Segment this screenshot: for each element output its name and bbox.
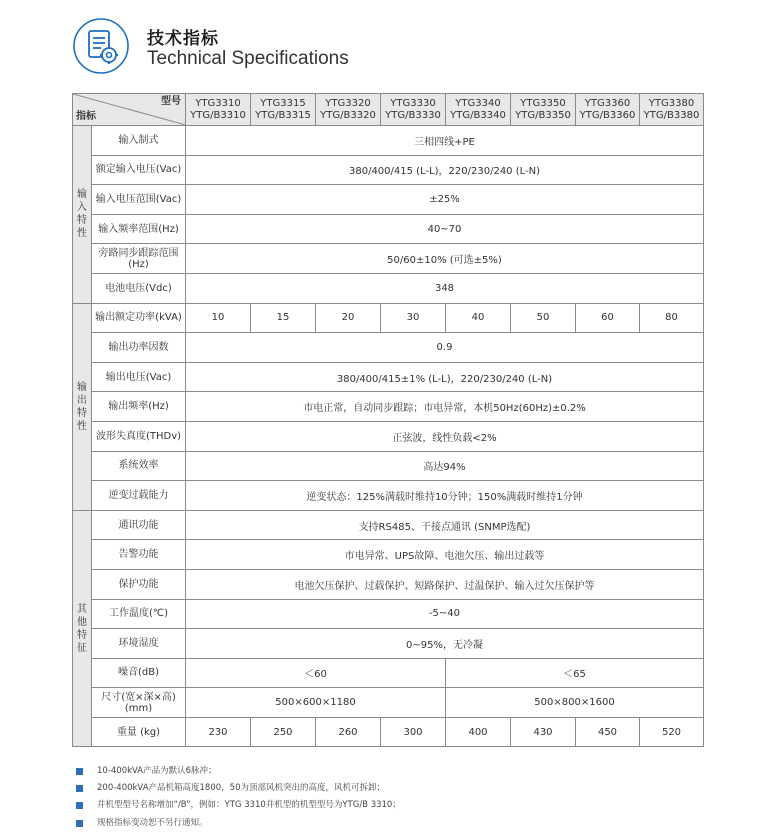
group-char: 性 — [77, 228, 87, 240]
list-item — [76, 817, 401, 834]
table-row — [73, 362, 704, 392]
row-label: 环境湿度 — [92, 629, 186, 659]
table-row — [73, 421, 704, 451]
model-name-b: YTG/B3360 — [579, 109, 636, 121]
table-row — [73, 688, 704, 718]
model-header — [186, 94, 251, 126]
row-value: 380/400/415±1% (L-L)，220/230/240 (L-N) — [186, 362, 704, 392]
row-label: 输出功率因数 — [92, 333, 186, 363]
group-input-label — [73, 126, 92, 304]
table-row — [73, 333, 704, 363]
table-row — [73, 599, 704, 629]
model-name: YTG3315 — [260, 97, 306, 109]
weight-value: 260 — [316, 717, 381, 747]
row-label: 逆变过载能力 — [92, 481, 186, 511]
row-value: 348 — [186, 273, 704, 303]
spec-table — [72, 93, 704, 747]
group-char: 入 — [77, 202, 87, 214]
model-header — [511, 94, 576, 126]
group-char: 性 — [77, 420, 87, 432]
row-value: 逆变状态：125%满载时维持10分钟；150%满载时维持1分钟 — [186, 481, 704, 511]
row-value: 0.9 — [186, 333, 704, 363]
row-label: 额定输入电压(Vac) — [92, 155, 186, 185]
table-row — [73, 569, 704, 599]
weight-value: 230 — [186, 717, 251, 747]
row-label: 噪音(dB) — [92, 658, 186, 688]
square-bullet-icon — [76, 785, 83, 792]
row-label: 输入频率范围(Hz) — [92, 214, 186, 244]
model-name-b: YTG/B3340 — [450, 109, 506, 121]
power-value: 10 — [186, 303, 251, 333]
row-label: 重量 (kg) — [92, 717, 186, 747]
row-label: 保护功能 — [92, 569, 186, 599]
row-label: 工作温度(℃) — [92, 599, 186, 629]
row-label: 告警功能 — [92, 540, 186, 570]
footnotes — [76, 765, 401, 834]
list-item — [76, 765, 401, 782]
group-char: 征 — [77, 642, 87, 654]
table-row — [73, 392, 704, 422]
row-value: -5~40 — [186, 599, 704, 629]
table-row — [73, 540, 704, 570]
note-text: 10-400kVA产品为默认6脉冲； — [97, 766, 217, 776]
corner-index-label: 指标 — [76, 111, 96, 122]
group-char: 出 — [77, 394, 87, 406]
note-text: 规格指标变动恕不另行通知。 — [97, 817, 208, 828]
power-value: 50 — [511, 303, 576, 333]
note-text: 200-400kVA产品机箱高度1800，50为顶部风机突出的高度，风机可拆卸； — [97, 783, 385, 794]
group-other-label — [73, 510, 92, 747]
power-value: 40 — [446, 303, 511, 333]
table-row — [73, 303, 704, 333]
group-char: 输 — [77, 189, 87, 201]
group-char: 特 — [77, 407, 87, 419]
row-value: ±25% — [186, 185, 704, 215]
row-label: 输入制式 — [92, 126, 186, 156]
page-title-en: Technical Specifications — [147, 48, 349, 69]
row-label: 旁路同步跟踪范围(Hz) — [92, 244, 186, 274]
group-char: 他 — [77, 616, 87, 628]
row-value: 电池欠压保护、过载保护、短路保护、过温保护、输入过欠压保护等 — [186, 569, 704, 599]
row-value: 三相四线+PE — [186, 126, 704, 156]
group-output-label — [73, 303, 92, 510]
row-value: 高达94% — [186, 451, 704, 481]
row-value: 市电异常、UPS故障、电池欠压、输出过载等 — [186, 540, 704, 570]
table-row — [73, 510, 704, 540]
model-name: YTG3320 — [325, 97, 371, 109]
model-header — [446, 94, 511, 126]
corner-cell — [73, 94, 186, 126]
table-row — [73, 244, 704, 274]
list-item — [76, 782, 401, 799]
model-name: YTG3380 — [648, 97, 695, 109]
table-row — [73, 481, 704, 511]
row-label: 输出电压(Vac) — [92, 362, 186, 392]
table-row — [73, 629, 704, 659]
row-value: 市电正常，自动同步跟踪；市电异常，本机50Hz(60Hz)±0.2% — [186, 392, 704, 422]
weight-value: 450 — [576, 717, 640, 747]
row-label: 尺寸(宽×深×高)(mm) — [92, 688, 186, 718]
row-value: 0~95%，无冷凝 — [186, 629, 704, 659]
table-row — [73, 273, 704, 303]
table-row — [73, 717, 704, 747]
model-header — [381, 94, 446, 126]
model-name: YTG3350 — [520, 97, 566, 109]
model-name-b: YTG/B3315 — [255, 109, 311, 121]
row-label: 输入电压范围(Vac) — [92, 185, 186, 215]
model-header — [251, 94, 316, 126]
power-value: 60 — [576, 303, 640, 333]
square-bullet-icon — [76, 768, 83, 775]
weight-value: 250 — [251, 717, 316, 747]
power-value: 20 — [316, 303, 381, 333]
power-value: 15 — [251, 303, 316, 333]
group-char: 特 — [77, 215, 87, 227]
model-name: YTG3360 — [584, 97, 631, 109]
model-name-b: YTG/B3320 — [320, 109, 376, 121]
power-value: 80 — [640, 303, 704, 333]
model-name-b: YTG/B3330 — [385, 109, 441, 121]
square-bullet-icon — [76, 802, 83, 809]
model-name-b: YTG/B3350 — [515, 109, 571, 121]
header-row — [73, 94, 704, 126]
row-label: 通讯功能 — [92, 510, 186, 540]
weight-value: 520 — [640, 717, 704, 747]
weight-value: 400 — [446, 717, 511, 747]
row-label: 输出额定功率(kVA) — [92, 303, 186, 333]
model-name: YTG3340 — [455, 97, 501, 109]
model-name-b: YTG/B3380 — [643, 109, 700, 121]
row-value: 40~70 — [186, 214, 704, 244]
model-name-b: YTG/B3310 — [190, 109, 246, 121]
model-name: YTG3330 — [390, 97, 436, 109]
square-bullet-icon — [76, 820, 83, 827]
model-header — [640, 94, 704, 126]
table-row — [73, 451, 704, 481]
table-row — [73, 155, 704, 185]
table-row — [73, 658, 704, 688]
model-name: YTG3310 — [195, 97, 241, 109]
row-value: 50/60±10% (可选±5%) — [186, 244, 704, 274]
row-label: 波形失真度(THDv) — [92, 421, 186, 451]
table-row — [73, 214, 704, 244]
row-label: 系统效率 — [92, 451, 186, 481]
corner-model-label: 型号 — [161, 96, 181, 107]
weight-value: 300 — [381, 717, 446, 747]
row-value: 正弦波，线性负载<2% — [186, 421, 704, 451]
spec-document-gear-icon — [73, 18, 129, 74]
group-char: 输 — [77, 381, 87, 393]
list-item — [76, 799, 401, 816]
note-text: 并机型型号名称增加“/B”，例如：YTG 3310并机型的机型型号为YTG/B 3310； — [97, 800, 401, 811]
noise-value-small: ＜60 — [186, 658, 446, 688]
noise-value-large: ＜65 — [446, 658, 704, 688]
size-value-large: 500×800×1600 — [446, 688, 704, 718]
row-value: 支持RS485、干接点通讯 (SNMP选配) — [186, 510, 704, 540]
model-header — [576, 94, 640, 126]
weight-value: 430 — [511, 717, 576, 747]
power-value: 30 — [381, 303, 446, 333]
table-row — [73, 185, 704, 215]
table-row — [73, 126, 704, 156]
row-label: 电池电压(Vdc) — [92, 273, 186, 303]
row-label: 输出频率(Hz) — [92, 392, 186, 422]
group-char: 其 — [77, 603, 87, 615]
row-value: 380/400/415 (L-L)，220/230/240 (L-N) — [186, 155, 704, 185]
page-title-cn: 技术指标 — [147, 29, 219, 49]
group-char: 特 — [77, 629, 87, 641]
size-value-small: 500×600×1180 — [186, 688, 446, 718]
model-header — [316, 94, 381, 126]
